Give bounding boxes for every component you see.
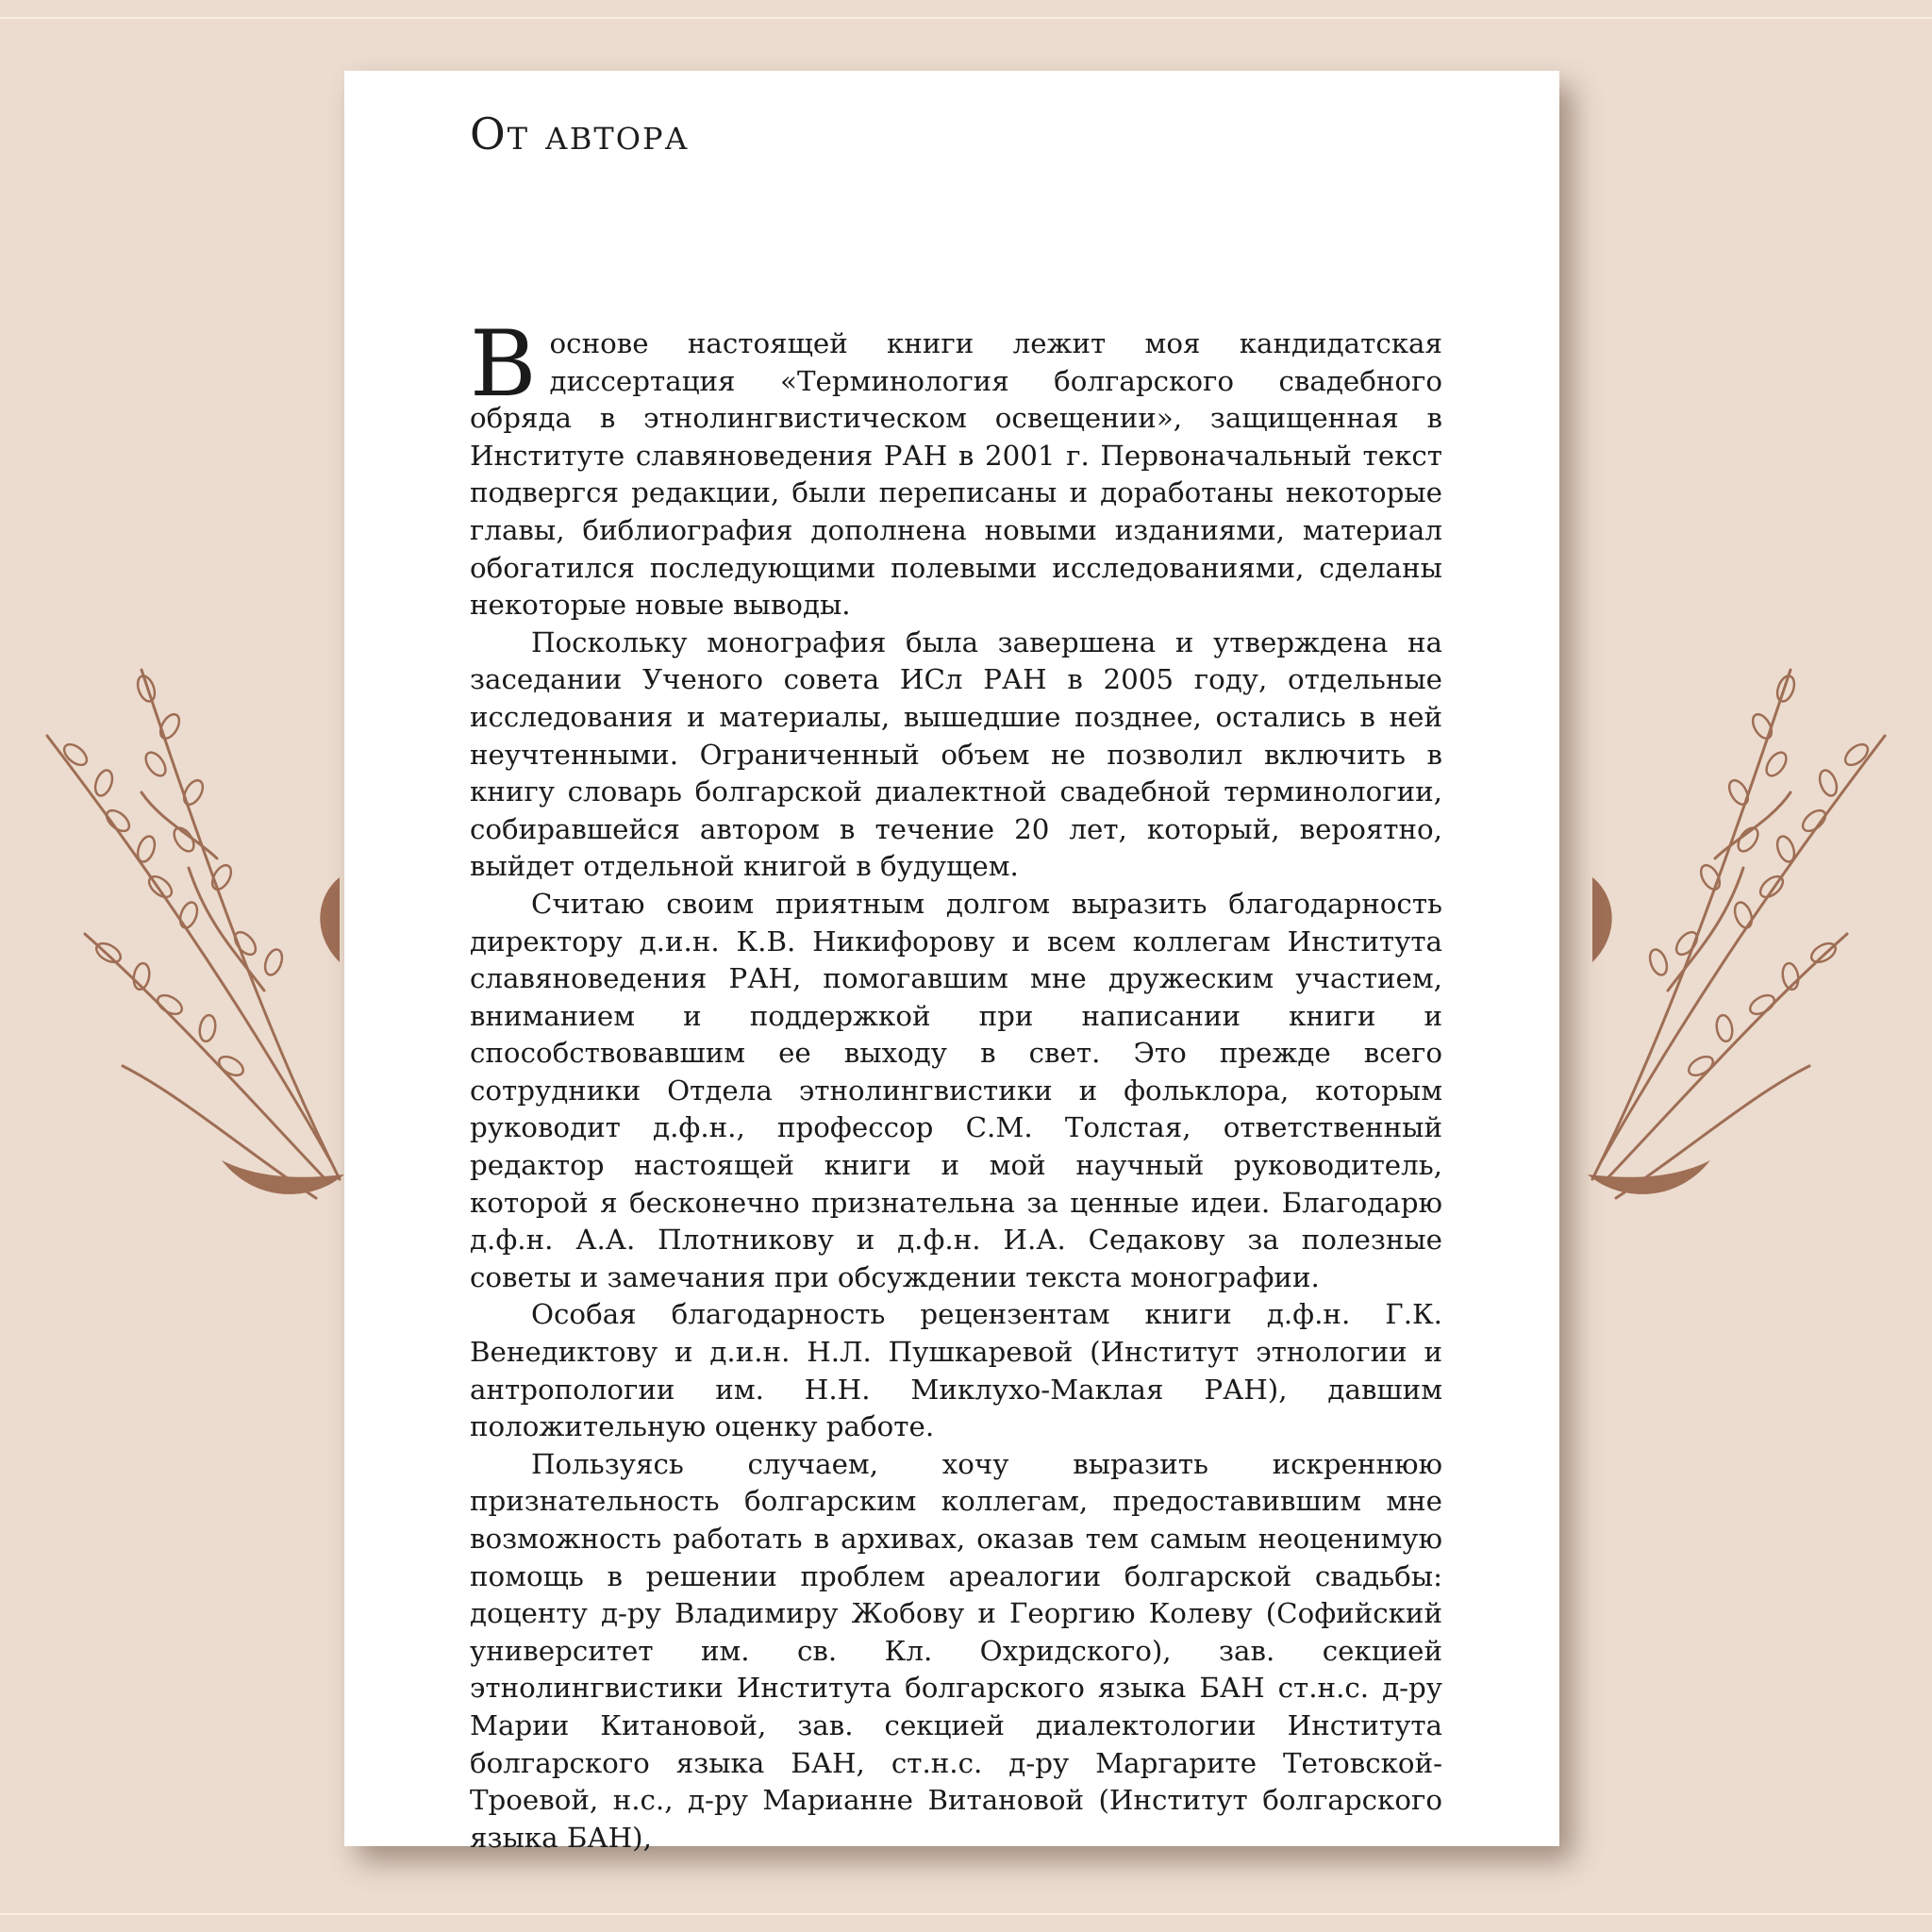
body-text [470, 311, 1442, 1857]
frame-line-top [0, 17, 1932, 19]
book-page [344, 71, 1559, 1854]
paragraph-1-text: основе настоящей книги лежит моя кандидатская диссертация «Терминология болгарского свадебного обряда в этнолингвистическом освещении», защищенная в Институте славяноведения РАН в 2001 г. Первоначальный текст подвергся редакции, были переписаны и доработаны некоторые главы, библиография дополнена новыми изданиями, материал обогатился последующими полевыми исследованиями, сделаны некоторые новые выводы. [470, 327, 1442, 622]
page-title: От автора [470, 108, 690, 159]
willow-branches-right-decoration [1564, 651, 1904, 1217]
paragraph-2: Поскольку монография была завершена и утверждена на заседании Ученого совета ИСл РАН в 2005 году, отдельные исследования и материалы, вышедшие позднее, остались в ней неучтенными. Ограниченный объем не позволил включить в книгу словарь болгарской диалектной свадебной терминологии, собиравшейся автором в течение 20 лет, который, вероятно, выйдет отдельной книгой в будущем. [470, 625, 1442, 883]
drop-cap: В [470, 311, 537, 417]
frame-line-bottom [0, 1913, 1932, 1915]
paragraph-5: Пользуясь случаем, хочу выразить искреннюю признательность болгарским коллегам, предоставившим мне возможность работать в архивах, оказав тем самым неоценимую помощь в решении проблем ареалогии болгарской свадьбы: доценту д-ру Владимиру Жобову и Георгию Колеву (Софийский университет им. св. Кл. Охридского), зав. секцией этнолингвистики Института болгарского языка БАН ст.н.с. д-ру Марии Китановой, зав. секцией диалектологии Института болгарского языка БАН, ст.н.с. д-ру Маргарите Тетовской-Троевой, н.с., д-ру Марианне Витановой (Институт болгарского языка БАН), [470, 1447, 1442, 1854]
paragraph-4: Особая благодарность рецензентам книги д.ф.н. Г.К. Венедиктову и д.и.н. Н.Л. Пушкаревой (Институт этнологии и антропологии им. Н.Н. Миклухо-Маклая РАН), давшим положительную оценку работе. [470, 1298, 1442, 1443]
paragraph-1 [470, 311, 1442, 625]
paragraph-3: Считаю своим приятным долгом выразить благодарность директору д.и.н. К.В. Никифорову и всем коллегам Института славяноведения РАН, помогавшим мне дружеским участием, вниманием и поддержкой при написании книги и способствовавшим ее выходу в свет. Это прежде всего сотрудники Отдела этнолингвистики и фольклора, которым руководит д.ф.н., профессор С.М. Толстая, ответственный редактор настоящей книги и мой научный руководитель, которой я бесконечно признательна за ценные идеи. Благодарю д.ф.н. А.А. Плотникову и д.ф.н. И.А. Седакову за полезные советы и замечания при обсуждении текста монографии. [470, 887, 1442, 1293]
willow-branches-left-decoration [28, 651, 368, 1217]
